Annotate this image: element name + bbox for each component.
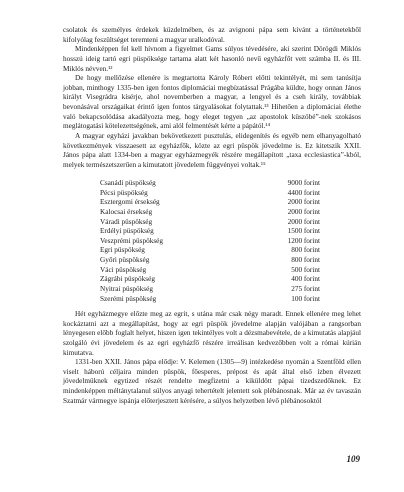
page-number: 109 [346, 454, 360, 464]
table-row: Szerémi püspökség 100 forint [100, 294, 320, 303]
table-row: Esztergomi érsekség 2000 forint [100, 198, 320, 207]
table-row: Győri püspökség 800 forint [100, 256, 320, 265]
paragraph-5: Hét egyházmegye előzte meg az egrit, s utána már csak négy maradt. Ennek ellenére meg lehet kockáztatni azt a megállapítást, hogy az egri püspök jövedelme alapján valójában a rangsorban lényegesen előbb foglalt helyet, hiszen igen tekintélyes volt a dézsmabevétele, de a kimutatás alapjául szolgáló évi jövedelem és az egri egyházfő részére irreálisan kedvezőbben volt a római kúrián kimutatva. [63, 310, 361, 357]
table-row: Csanádi püspökség 9000 forint [100, 179, 320, 187]
table-row: Váradi püspökség 2000 forint [100, 217, 320, 226]
paragraph-3: De hogy mellőzése ellenére is megtartotta Károly Róbert előtti tekintélyét, mi sem tanúsítja jobban, minthogy 1335-ben igen fontos diplomáciai megbízatással Prágába küldte, hogy onnan János királyt Visegrádra kísérje, ahol novemberben a magyar, a lengyel és a cseh király, továbbiak bevonásával országaikat érintő igen fontos tárgyalásokat folytattak.¹³ Hihetően a diplomáciai élethe való bekapcsolódása akadályozta meg, hogy eleget tegyen „az apostolok küszöbé”-nek szokásos meglátogatási kötelezettségének, ami alól felmentését kérte a pápától.¹⁴ [63, 74, 361, 131]
paragraph-6: 1331-ben XXII. János pápa elődje: V. Kelemen (1305—9) intézkedése nyomán a Szentföld ellen viselt háború céljaira minden püspök, főesperes, prépost és apát által első ízben élvezett jövedelmüknek egytized részét rendelte megfizetni a kiküldött pápai tizedszedőknek. Ez mindenképpen méltánytalanul súlyos anyagi tehertételt jelentett sok plébánosnak. Már az év tavaszán Szatmár vármegye ispánja előterjesztett kérésére, a súlyos helyzetben lévő plébánosoktól [63, 358, 361, 405]
table-row: Váci püspökség 500 forint [100, 265, 320, 274]
table-row: Nyitrai püspökség 275 forint [100, 285, 320, 294]
paragraph-4: A magyar egyházi javakban bekövetkezett pusztulás, elidegenítés és egyéb nem elhanyagolható következmények visszaesett az egyházfők, közte az egri püspök jövedelme is. Ez kitetszik XXII. János pápa alatt 1334-ben a magyar egyházmegyék részére megállapított „taxa ecclesiastica”-kból, melyek természetszerűen a kimutatott jövedelem függvényei voltak.¹⁵ [63, 132, 361, 169]
table-row: Zágrábi püspökség 400 forint [100, 275, 320, 284]
text-block-bottom [63, 310, 361, 406]
table-row: Veszprémi püspökség 1200 forint [100, 236, 320, 245]
table-row: Pécsi püspökség 4400 forint [100, 188, 320, 197]
table-row: Egri püspökség 800 forint [100, 246, 320, 255]
paragraph-2: Mindenképpen fel kell hívnom a figyelmet Gams súlyos tévedésére, aki szerint Dörögdi Miklós hosszú ideig tartó egri püspöksége tartama alatt két hasonló nevű egyházfőt vett számba II. és III. Miklós névven.¹² [63, 45, 361, 73]
table-row: Erdélyi püspökség 1500 forint [100, 227, 320, 236]
paragraph-1: csolatok és személyes érdekek küzdelmében, és az avignoni pápa sem kívánt a történetekből kifolyólag feszültséget teremteni a magyar uralkodóval. [63, 26, 361, 44]
text-block-top [63, 26, 361, 171]
table-row: Kalocsai érsekség 2000 forint [100, 207, 320, 216]
revenue-table [100, 179, 320, 304]
